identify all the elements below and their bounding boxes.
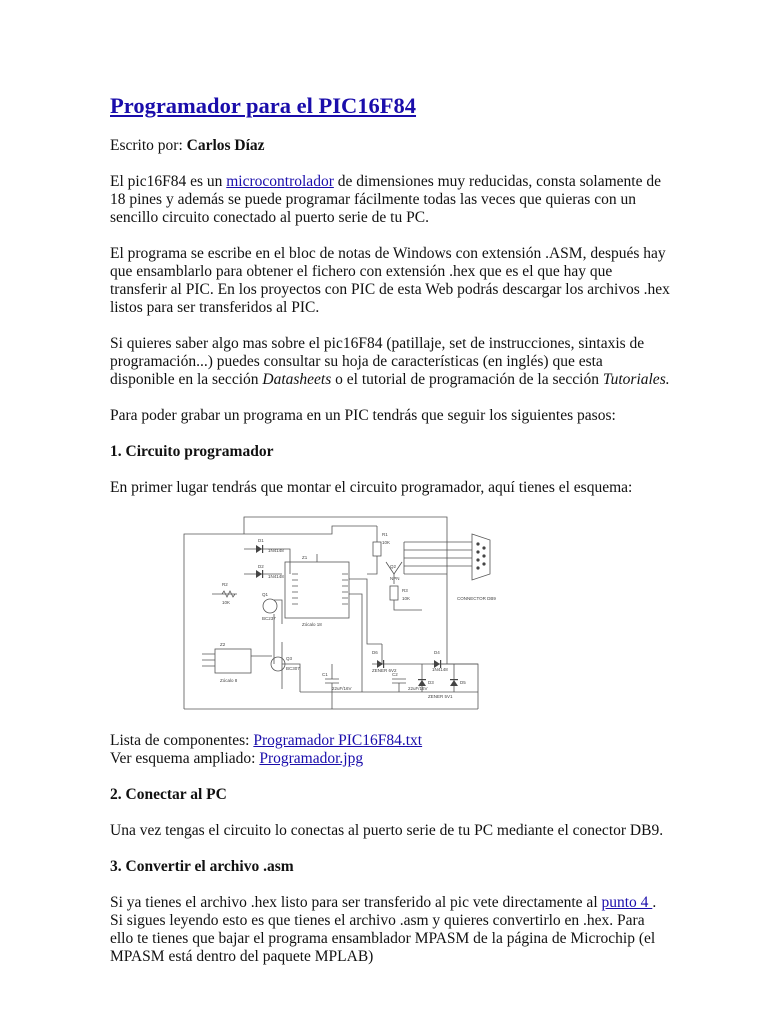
label-q3: Q3 [286, 656, 293, 661]
label-q1: Q1 [262, 592, 269, 597]
label-c2-val: 22uF/16V [408, 686, 428, 691]
label-zener51: ZENER 5V1 [428, 694, 453, 699]
label-d1-part: 1N4148 [268, 548, 284, 553]
label-d3: D3 [428, 680, 434, 685]
label-z1: Z1 [302, 555, 308, 560]
circuit-paragraph: En primer lugar tendrás que montar el circuito programador, aquí tienes el esquema: [110, 479, 633, 496]
section-heading-connect: 2. Conectar al PC [110, 786, 227, 803]
microcontrolador-link[interactable]: microcontrolador [226, 173, 334, 190]
section-heading-convert: 3. Convertir el archivo .asm [110, 858, 294, 875]
punto4-link[interactable]: punto 4 [601, 894, 653, 911]
convert-text-before: Si ya tienes el archivo .hex listo para ser transferido al pic vete directamente al [110, 894, 602, 911]
schematic-link-line [110, 750, 670, 768]
convert-text-after: . Si sigues leyendo esto es que tienes el archivo .asm y quieres convertirlo en .hex. Para ello te tienes que bajar el programa ensamblador MPASM de la página de Microchip (el MPASM está dentro del paquete MPLAB) [110, 894, 657, 965]
label-c2: C2 [392, 672, 398, 677]
title-link[interactable]: Programador para el PIC16F84 [110, 93, 417, 118]
label-r1-val: 10K [382, 540, 391, 545]
datasheet-text-before: Si quieres saber algo mas sobre el pic16F84 (patillaje, set de instrucciones, sintaxis de programación...) puedes consultar su hoja de características (en inglés) que esta disponible en la sección [110, 335, 645, 388]
label-r1: R1 [382, 532, 388, 537]
component-list-line [110, 732, 670, 750]
byline [110, 137, 670, 155]
schematic-image-link[interactable]: Programador.jpg [259, 750, 364, 767]
connect-paragraph: Una vez tengas el circuito lo conectas al puerto serie de tu PC mediante el conector DB9. [110, 822, 664, 839]
intro-text-after: de dimensiones muy reducidas, consta solamente de 18 pines y además se puede programar fácilmente todas las veces que quieras con un sencillo circuito conectado al puerto serie de tu PC. [110, 173, 661, 226]
label-r2: R2 [222, 582, 228, 587]
label-r3: R3 [402, 588, 408, 593]
programmer-schematic [182, 514, 572, 710]
component-links [110, 732, 670, 768]
tutoriales-section-name: Tutoriales. [602, 371, 670, 388]
label-c1: C1 [322, 672, 328, 677]
label-d2: D2 [258, 564, 264, 569]
label-c1-val: 22uF/16V [332, 686, 352, 691]
datasheet-paragraph [110, 335, 670, 389]
datasheets-section-name: Datasheets [262, 371, 332, 388]
label-q2: Q2 [390, 564, 397, 569]
label-r3-val: 10K [402, 596, 411, 601]
byline-prefix: Escrito por: [110, 137, 187, 154]
intro-paragraph [110, 173, 670, 227]
steps-intro-paragraph: Para poder grabar un programa en un PIC tendrás que seguir los siguientes pasos: [110, 407, 616, 424]
label-zocalo8: Zócalo 8 [220, 678, 238, 683]
label-d5: D5 [460, 680, 466, 685]
label-d2-part: 1N4148 [268, 574, 284, 579]
label-d1: D1 [258, 538, 264, 543]
schematic-figure [110, 514, 670, 714]
schematic-link-prefix: Ver esquema ampliado: [110, 750, 260, 767]
label-q2-part: NPN [390, 576, 400, 581]
label-connector: CONNECTOR DB9 [457, 596, 496, 601]
component-list-link[interactable]: Programador PIC16F84.txt [253, 732, 423, 749]
article [110, 92, 670, 966]
label-z2: Z2 [220, 642, 226, 647]
component-list-prefix: Lista de componentes: [110, 732, 254, 749]
label-d4: D4 [434, 650, 440, 655]
label-q1-part: BC237 [262, 616, 276, 621]
intro-text-before: El pic16F84 es un [110, 173, 227, 190]
page-title [110, 92, 670, 120]
label-d4-part: 1N4148 [432, 667, 448, 672]
label-zener62: ZENER 6V2 [372, 668, 397, 673]
label-zocalo18: Zócalo 18 [302, 622, 322, 627]
label-q3-part: BC307 [286, 666, 300, 671]
datasheet-text-middle: o el tutorial de programación de la sección [331, 371, 603, 388]
author-name: Carlos Díaz [186, 137, 265, 154]
label-r2-val: 10K [222, 600, 231, 605]
assembly-paragraph: El programa se escribe en el bloc de notas de Windows con extensión .ASM, después hay que ensamblarlo para obtener el fichero con extensión .hex que es el que hay que transferir al PIC. En los proyectos con PIC de esta Web podrás descargar los archivos .hex listos para ser transferidos al PIC. [110, 245, 670, 316]
label-d6: D6 [372, 650, 378, 655]
section-heading-circuit: 1. Circuito programador [110, 443, 274, 460]
convert-paragraph [110, 894, 670, 966]
